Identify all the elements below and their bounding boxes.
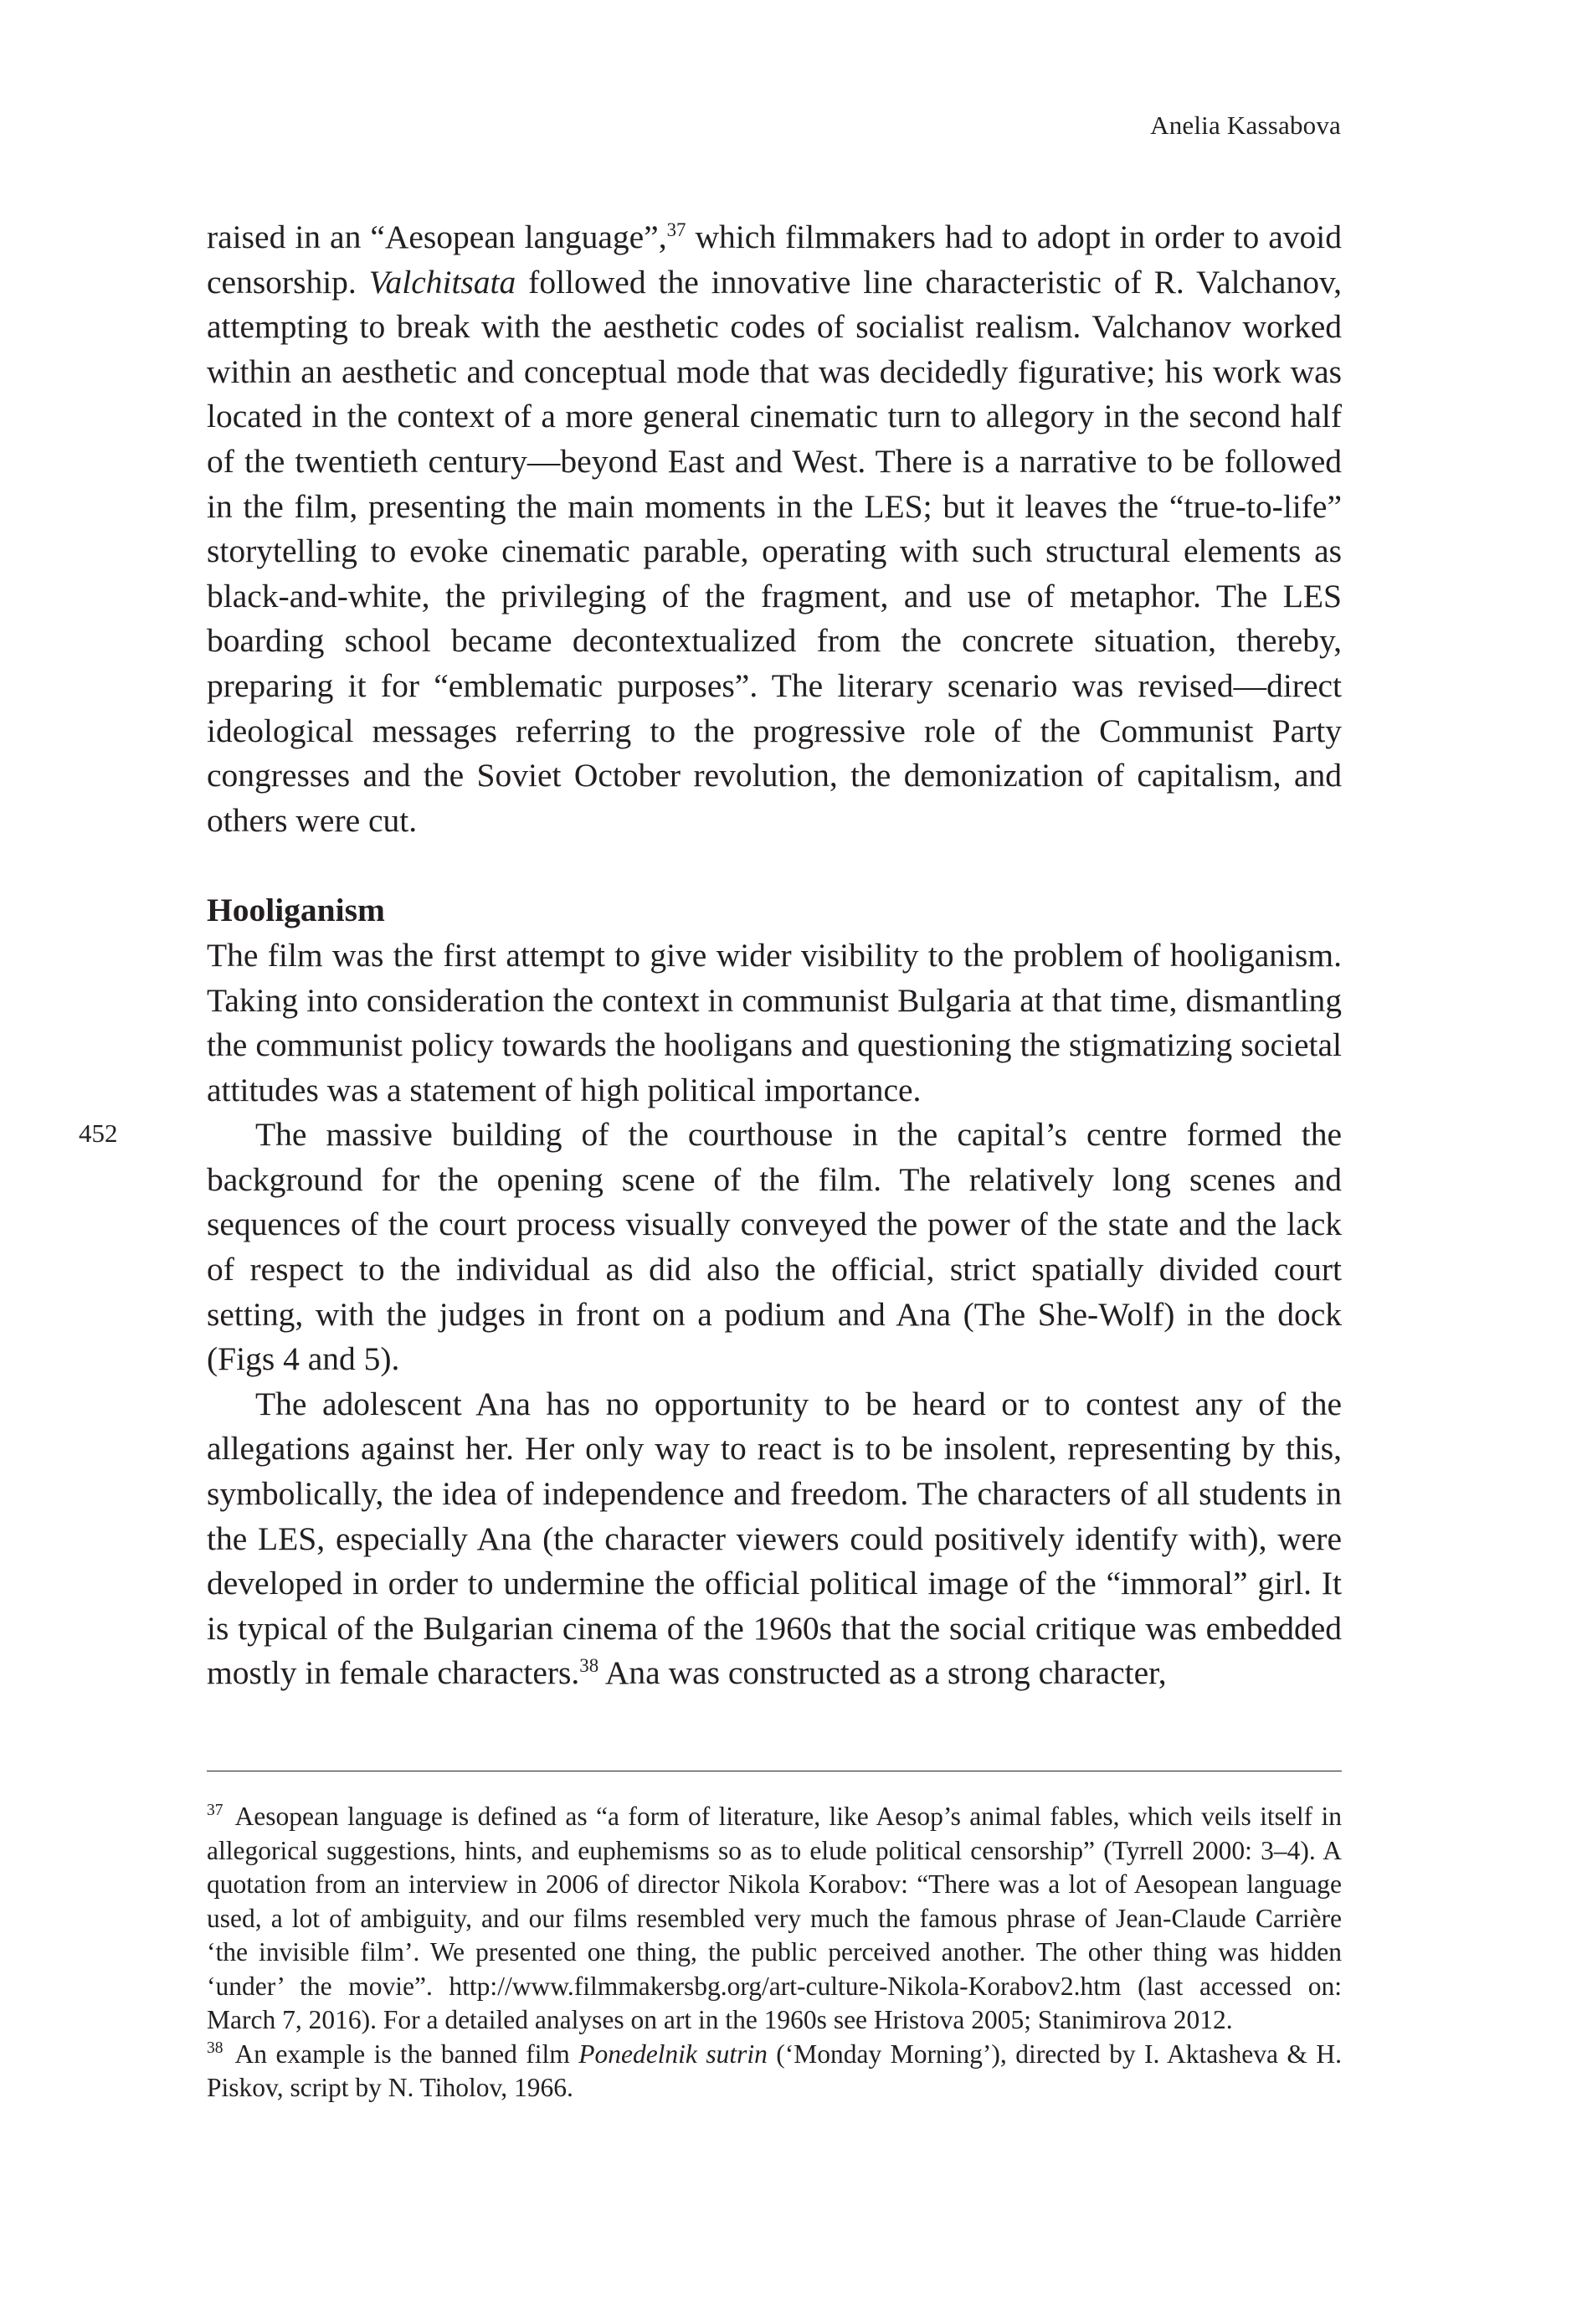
film-title: Valchitsata xyxy=(368,263,516,301)
page-number: 452 xyxy=(79,1118,118,1148)
footnote-text: Aesopean language is defined as “a form of literature, like Aesop’s animal fables, which veils itself in allegorical suggestions, hints, and euphemisms so as to elude political censorship” (Tyrrell 2000: 3–4). A quotation from an interview in 2006 of director Nikola Korabov: “There was a lot of Aesopean language used, a lot of ambiguity, and our films resembled very much the famous phrase of Jean-Claude Carrière ‘the invisible film’. We presented one thing, the public perceived another. The other thing was hidden ‘under’ the movie”. http://www.filmmakersbg.org/art-culture-Nikola-Korabov2.htm (last accessed on: March 7, 2016). For a detailed analyses on art in the 1960s see Hristova 2005; Stanimirova 2012. xyxy=(207,1802,1342,2034)
film-title: Ponedelnik sutrin xyxy=(578,2039,768,2069)
paragraph-text: raised in an “Aesopean language”, xyxy=(207,219,667,255)
paragraph-aesopean xyxy=(207,215,1342,843)
main-text xyxy=(207,215,1342,1696)
paragraph-hooliganism-intro: The film was the first attempt to give wider visibility to the problem of hooliganism. Taking into consideration the context in communist Bulgaria at that time, dismantling the communist policy towards the hooligans and questioning the stigmatizing societal attitudes was a statement of high political importance. xyxy=(207,936,1342,1108)
running-head: Anelia Kassabova xyxy=(1150,111,1341,140)
paragraph-text: The adolescent Ana has no opportunity to be heard or to contest any of the allegations against her. Her only way to react is to be insolent, representing by this, symbolically, the idea of independence and freedom. The characters of all students in the LES, especially Ana (the character viewers could positively identify with), were developed in order to undermine the official political image of the “immoral” girl. It is typical of the Bulgarian cinema of the 1960s that the social critique was embedded mostly in female characters. xyxy=(207,1385,1342,1692)
footnote-number: 37 xyxy=(207,1802,223,1820)
paragraph-text: followed the innovative line characteristic of R. Valchanov, attempting to break with the aesthetic codes of socialist realism. Valchanov worked within an aesthetic and conceptual mode that was decidedly figurative; his work was located in the context of a more general cinematic turn to allegory in the second half of the twentieth century—beyond East and West. There is a narrative to be followed in the film, presenting the main moments in the LES; but it leaves the “true-to-life” storytelling to evoke cinematic parable, operating with such structural elements as black-and-white, the privileging of the fragment, and use of metaphor. The LES boarding school became decontextualized from the concrete situation, thereby, preparing it for “emblematic purposes”. The literary scenario was revised—direct ideological messages referring to the progressive role of the Communist Party congresses and the Soviet October revolution, the demonization of capitalism, and others were cut. xyxy=(207,263,1343,839)
footnote-text: (‘Monday Morning’), directed by I. Aktasheva & H. Piskov, script by N. Tiholov, 1966. xyxy=(207,2039,1342,2102)
paragraph-courthouse: The massive building of the courthouse in the capital’s centre formed the background for the opening scene of the film. The relatively long scenes and sequences of the court process visually conveyed the power of the state and the lack of respect to the individual as did also the official, strict spatially divided court setting, with the judges in front on a podium and Ana (The She-Wolf) in the dock (Figs 4 and 5). xyxy=(207,1116,1342,1378)
footnote-text: An example is the banned film xyxy=(234,2039,579,2069)
footnote-number: 38 xyxy=(207,2039,223,2057)
paragraph-text: which filmmakers had to adopt in order to avoid censorship. xyxy=(207,219,1343,301)
footnote-ref-38[interactable]: 38 xyxy=(579,1655,599,1677)
footnote-ref-37[interactable]: 37 xyxy=(666,219,686,240)
paragraph-ana xyxy=(207,1382,1342,1696)
footnote-37 xyxy=(207,1800,1342,2038)
paragraph-text: Ana was constructed as a strong character, xyxy=(598,1654,1167,1692)
section-heading-hooliganism: Hooliganism xyxy=(207,892,385,929)
footnotes xyxy=(207,1800,1342,2105)
footnote-38 xyxy=(207,2038,1342,2105)
